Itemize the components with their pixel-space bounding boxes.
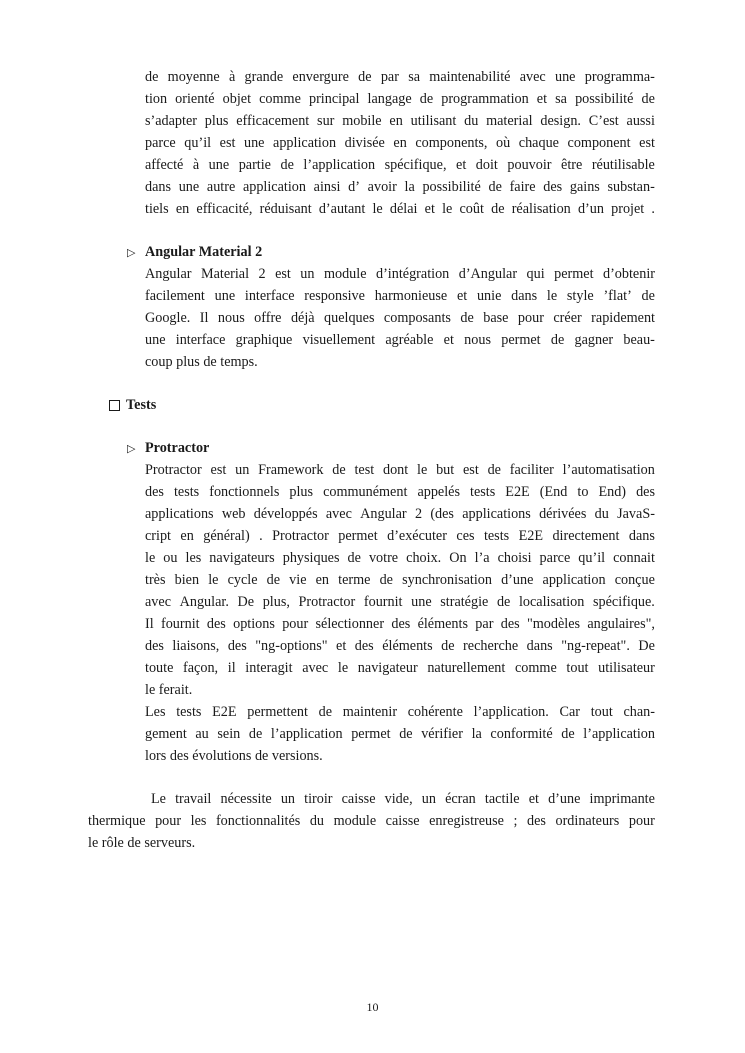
text-line: dans une autre application ainsi d’ avoir la possibilité de faire des gains substan- (145, 179, 655, 195)
text-line: Google. Il nous offre déjà quelques composants de base pour créer rapidement (145, 310, 655, 326)
text-line: parce qu’il est une application divisée en components, où chaque component est (145, 135, 655, 151)
section-heading: Tests (126, 397, 157, 413)
triangle-bullet-icon: ▷ (127, 443, 136, 455)
text-line: des liaisons, des "ng-options" et des éléments de recherche dans "ng-repeat". De (145, 638, 655, 654)
text-line: lors des évolutions de versions. (145, 748, 323, 764)
text-line: Angular Material 2 est un module d’intégration d’Angular qui permet d’obtenir (145, 266, 655, 282)
triangle-bullet-icon: ▷ (127, 247, 136, 259)
page-number: 10 (366, 1000, 379, 1014)
text-line: des tests fonctionnels plus communément appelés tests E2E (End to End) des (145, 484, 655, 500)
text-line: de moyenne à grande envergure de par sa maintenabilité avec une programma- (145, 69, 655, 85)
text-line: le ou les navigateurs physiques de votre choix. On l’a choisi parce qu’il connait (145, 550, 655, 566)
text-line: Il fournit des options pour sélectionner des éléments par des "modèles angulaires", (145, 616, 655, 632)
text-line: applications web développés avec Angular 2 (des applications dérivées du JavaS- (145, 506, 655, 522)
text-line: Le travail nécessite un tiroir caisse vide, un écran tactile et d’une imprimante (151, 791, 655, 807)
section-heading: Angular Material 2 (145, 244, 263, 260)
text-line: tiels en efficacité, réduisant d’autant le délai et le coût de réalisation d’un projet . (145, 201, 655, 217)
text-line: gement au sein de l’application permet de vérifier la conformité de l’application (145, 726, 655, 742)
text-line: facilement une interface responsive harmonieuse et unie dans le style ’flat’ de (145, 288, 655, 304)
text-line: coup plus de temps. (145, 354, 258, 370)
text-line: avec Angular. De plus, Protractor fournit une stratégie de localisation spécifique. (145, 594, 655, 610)
text-line: affecté à une partie de l’application spécifique, et doit pouvoir être réutilisable (145, 157, 655, 173)
text-line: Les tests E2E permettent de maintenir cohérente l’application. Car tout chan- (145, 704, 655, 720)
square-bullet-icon (109, 400, 120, 411)
text-line: cript en général) . Protractor permet d’exécuter ces tests E2E directement dans (145, 528, 655, 544)
text-line: une interface graphique visuellement agréable et nous permet de gagner beau- (145, 332, 655, 348)
text-line: très bien le cycle de vie en terme de synchronisation d’une application conçue (145, 572, 655, 588)
text-line: thermique pour les fonctionnalités du module caisse enregistreuse ; des ordinateurs pour (88, 813, 655, 829)
text-line: toute façon, il interagit avec le navigateur naturellement comme tout utilisateur (145, 660, 655, 676)
text-line: s’adapter plus efficacement sur mobile en utilisant du material design. C’est aussi (145, 113, 655, 129)
text-line: Protractor est un Framework de test dont le but est de faciliter l’automatisation (145, 462, 655, 478)
text-line: le ferait. (145, 682, 193, 698)
section-heading: Protractor (145, 440, 210, 456)
text-line: le rôle de serveurs. (88, 835, 196, 851)
text-line: tion orienté objet comme principal langage de programmation et sa possibilité de (145, 91, 655, 107)
